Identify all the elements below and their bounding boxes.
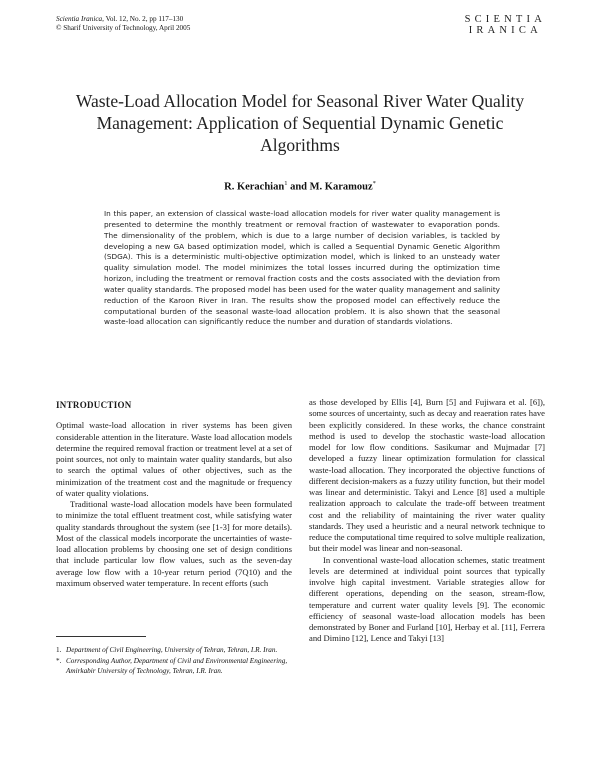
paragraph: In conventional waste-load allocation schemes, static treatment levels are determined at individual point sources that typically involve high capital investment. Variable strategies allow for different operations, depending on the season, stream-flow, temperature and current water quality levels [9]. The economic efficiency of seasonal waste-load allocation models has been demonstrated by Boner and Furland [10], Herbay et al. [11], Ferrera and Dimino [12], Lence and Takyi [13] <box>309 554 545 644</box>
footnote <box>56 646 292 655</box>
journal-citation <box>56 15 190 24</box>
paragraph: as those developed by Ellis [4], Burn [5] and Fujiwara et al. [6]), some sources of uncertainty, such as decay and reaeration rates have been explicitly considered. In these works, the chance constraint method is used to develop the stochastic waste-load allocation model for low flow conditions. Sasikumar and Mujmadar [7] developed a fuzzy linear optimization formulation for classical waste-load allocation. They incorporated the objective functions of different decision-makers as a fuzzy utility function, but their model was linear and deterministic. Takyi and Lence [8] used a multiple realization approach to calculate the trade-off between treatment cost and the reliability of maintaining the river water quality standards. They used a heuristic and a neural network technique to reduce the computational time required to solve multiple realization, but their model was linear and non-seasonal. <box>309 397 545 554</box>
paragraph: Optimal waste-load allocation in river systems has been given considerable attention in the literature. Waste load allocation models determine the required removal fraction or treatment level at a set of point sources, not only to maintain water quality standards, but also to search the optimal values of other objectives, such as the minimization of the treatment cost and the magnitude or frequency of water quality violations. <box>56 420 292 498</box>
journal-info <box>56 15 190 33</box>
author-1: R. Kerachian <box>224 181 285 193</box>
footnotes <box>56 646 292 678</box>
paper-title: Waste-Load Allocation Model for Seasonal River Water Quality Management: Application of Sequential Dynamic Genetic Algorithms <box>75 91 525 155</box>
logo-line-1: SCIENTIA <box>464 14 546 25</box>
section-heading-introduction: INTRODUCTION <box>56 400 132 410</box>
footnote <box>56 657 292 676</box>
journal-logo <box>465 14 546 36</box>
abstract: In this paper, an extension of classical waste-load allocation models for river water quality management is presented to determine the monthly treatment or removal fraction of wastewater to evaporation ponds. The dimensionality of the problem, which is due to a large number of decision variables, is tackled by developing a new GA based optimization model, which is called a Sequential Dynamic Genetic Algorithm (SDGA). This is a deterministic multi-objective optimization model, which is linked to an unsteady water quality simulation model. The model minimizes the total losses incurred during the optimization time horizon, including the treatment or removal fraction costs and the costs associated with the deviation from water quality standards. The proposed model has been used for the water quality management and salinity reduction of the Karoon River in Iran. The results show the proposed model can effectively reduce the computational burden of the seasonal waste-load allocation problem. It is also shown that the seasonal waste-load allocation can significantly reduce the number and duration of standards violations. <box>104 209 500 327</box>
footnote-mark: *. <box>56 657 62 666</box>
journal-name: Scientia Iranica <box>56 15 103 23</box>
author-1-mark: 1 <box>284 180 288 187</box>
footnote-text: Department of Civil Engineering, University of Tehran, Tehran, I.R. Iran. <box>66 646 278 654</box>
journal-details: , Vol. 12, No. 2, pp 117–130 <box>102 15 184 23</box>
logo-line-2: IRANICA <box>468 25 542 36</box>
author-2: M. Karamouz <box>309 181 373 193</box>
footnote-mark: 1. <box>56 646 62 654</box>
footnote-text: Corresponding Author, Department of Civil and Environmental Engineering, Amirkabir University of Technology, Tehran, I.R. Iran. <box>66 657 288 675</box>
right-column <box>309 397 545 645</box>
copyright-line: © Sharif University of Technology, April 2005 <box>56 24 191 32</box>
author-connector: and <box>287 181 310 193</box>
author-2-mark: * <box>372 180 376 187</box>
paragraph: Traditional waste-load allocation models have been formulated to minimize the total effluent treatment cost, while satisfying water quality standards throughout the system (see [1-3] for more details). Most of the classical models incorporate the uncertainties of waste-load allocation problems by choosing one set of design conditions that include particular low flow values, such as the seven-day average low flow with a 10-year return period (7Q10) and the maximum observed water temperature. In recent efforts (such <box>56 499 292 588</box>
left-column <box>56 400 292 589</box>
footnote-divider <box>56 636 146 637</box>
author-line <box>56 180 544 193</box>
